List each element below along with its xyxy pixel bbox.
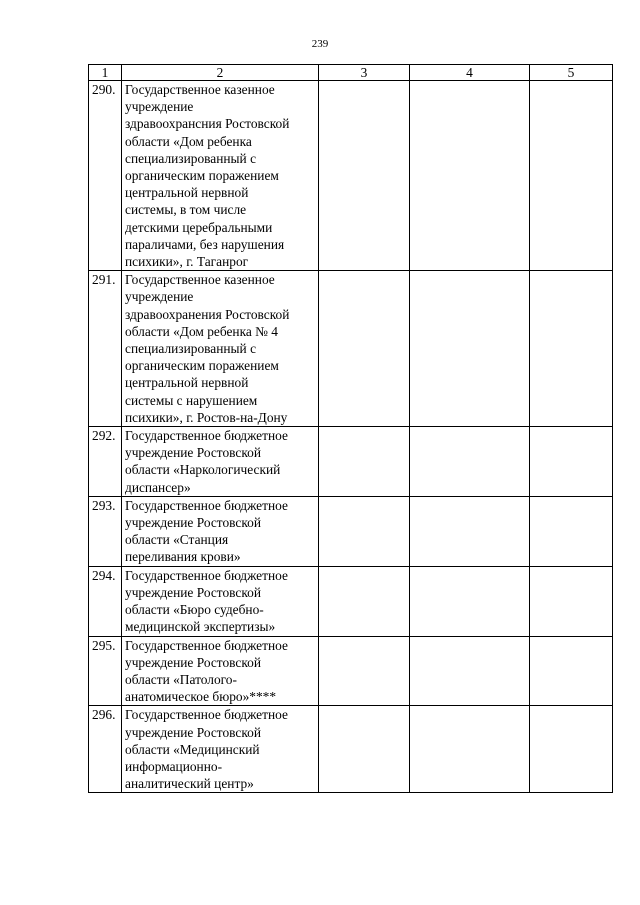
institution-name: Государственное казенное учреждение здравоохранения Ростовской области «Дом ребенка № 4 специализированный с органическим поражением центральной нервной системы с нарушением психики», г. Ростов-на-Дону [122, 271, 319, 427]
institution-name: Государственное бюджетное учреждение Ростовской области «Бюро судебно- медицинской экспертизы» [122, 566, 319, 636]
institutions-table [88, 64, 613, 793]
empty-cell [410, 706, 530, 793]
table-row [89, 636, 613, 706]
column-header-4: 4 [410, 65, 530, 81]
empty-cell [530, 566, 613, 636]
row-number: 293. [89, 496, 122, 566]
empty-cell [319, 566, 410, 636]
table-row [89, 566, 613, 636]
row-number: 296. [89, 706, 122, 793]
page-number: 239 [311, 38, 329, 50]
empty-cell [319, 706, 410, 793]
table-row [89, 706, 613, 793]
table-row [89, 81, 613, 271]
column-header-2: 2 [122, 65, 319, 81]
empty-cell [530, 427, 613, 497]
empty-cell [410, 271, 530, 427]
empty-cell [530, 81, 613, 271]
header-row [89, 65, 613, 81]
row-number: 290. [89, 81, 122, 271]
empty-cell [530, 496, 613, 566]
empty-cell [410, 427, 530, 497]
empty-cell [530, 271, 613, 427]
institution-name: Государственное бюджетное учреждение Ростовской области «Наркологический диспансер» [122, 427, 319, 497]
institution-name: Государственное казенное учреждение здравоохрансния Ростовской области «Дом ребенка специализированный с органическим поражением центральной нервной системы, в том числе детскими церебральными параличами, без нарушения психики», г. Таганрог [122, 81, 319, 271]
empty-cell [319, 636, 410, 706]
institution-name: Государственное бюджетное учреждение Ростовской области «Патолого- анатомическое бюро»**** [122, 636, 319, 706]
table-row [89, 496, 613, 566]
institution-name: Государственное бюджетное учреждение Ростовской области «Станция переливания крови» [122, 496, 319, 566]
empty-cell [319, 496, 410, 566]
empty-cell [410, 636, 530, 706]
row-number: 294. [89, 566, 122, 636]
empty-cell [319, 427, 410, 497]
row-number: 292. [89, 427, 122, 497]
institution-name: Государственное бюджетное учреждение Ростовской области «Медицинский информационно- аналитический центр» [122, 706, 319, 793]
empty-cell [530, 636, 613, 706]
table-row [89, 271, 613, 427]
empty-cell [319, 81, 410, 271]
empty-cell [410, 81, 530, 271]
empty-cell [319, 271, 410, 427]
empty-cell [410, 566, 530, 636]
column-header-5: 5 [530, 65, 613, 81]
column-header-1: 1 [89, 65, 122, 81]
row-number: 291. [89, 271, 122, 427]
row-number: 295. [89, 636, 122, 706]
column-header-3: 3 [319, 65, 410, 81]
empty-cell [410, 496, 530, 566]
table-row [89, 427, 613, 497]
empty-cell [530, 706, 613, 793]
